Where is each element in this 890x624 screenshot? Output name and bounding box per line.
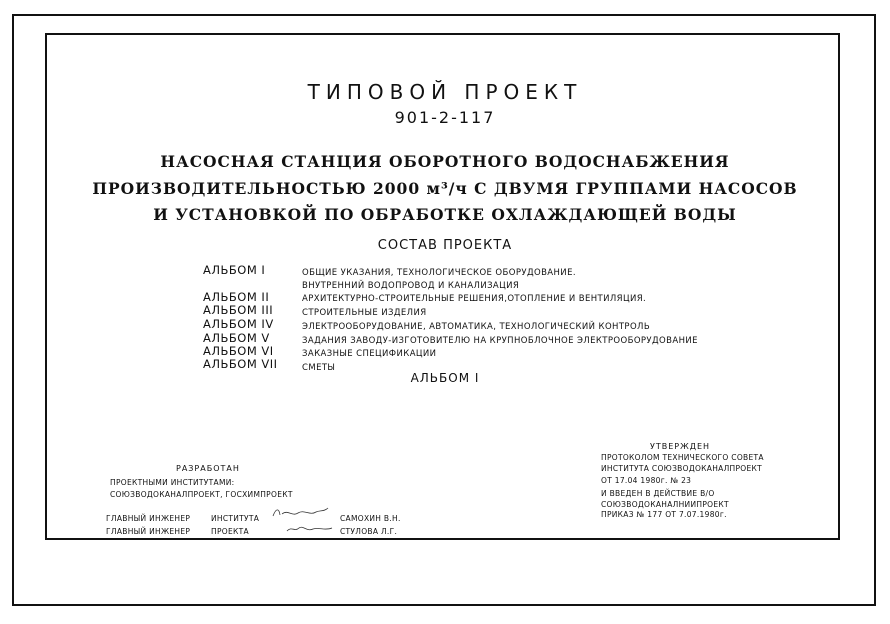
approved-line-5: СОЮЗВОДОКАНАЛНИИПРОЕКТ bbox=[601, 500, 729, 509]
album-label: АЛЬБОМ III bbox=[203, 303, 274, 317]
approved-line-3: ОТ 17.04 1980г. № 23 bbox=[601, 476, 692, 485]
approved-line-1: ПРОТОКОЛОМ ТЕХНИЧЕСКОГО СОВЕТА bbox=[601, 453, 764, 462]
document-type-title: ТИПОВОЙ ПРОЕКТ bbox=[307, 80, 583, 104]
chief-engineer-institute-name: САМОХИН В.Н. bbox=[340, 514, 401, 523]
approved-line-2: ИНСТИТУТА СОЮЗВОДОКАНАЛПРОЕКТ bbox=[601, 464, 763, 473]
signature-image bbox=[285, 522, 335, 536]
current-album-label: АЛЬБОМ I bbox=[410, 371, 480, 385]
album-label: АЛЬБОМ II bbox=[203, 290, 270, 304]
album-label: АЛЬБОМ V bbox=[203, 331, 270, 345]
developed-heading: РАЗРАБОТАН bbox=[176, 464, 240, 473]
approved-line-6: ПРИКАЗ № 177 ОТ 7.07.1980г. bbox=[601, 510, 727, 519]
project-name-line-2: ПРОИЗВОДИТЕЛЬНОСТЬЮ 2000 м³/ч С ДВУМЯ ГРУППАМИ НАСОСОВ bbox=[92, 179, 798, 198]
album-description: СТРОИТЕЛЬНЫЕ ИЗДЕЛИЯ bbox=[302, 308, 427, 318]
album-description: ЗАКАЗНЫЕ СПЕЦИФИКАЦИИ bbox=[302, 349, 437, 359]
chief-engineer-institute-org: ИНСТИТУТА bbox=[211, 514, 260, 523]
album-label: АЛЬБОМ VI bbox=[203, 344, 274, 358]
project-name-line-1: НАСОСНАЯ СТАНЦИЯ ОБОРОТНОГО ВОДОСНАБЖЕНИЯ bbox=[160, 152, 730, 171]
album-description: ЗАДАНИЯ ЗАВОДУ-ИЗГОТОВИТЕЛЮ НА КРУПНОБЛОЧНОЕ ЭЛЕКТРООБОРУДОВАНИЕ bbox=[302, 336, 698, 346]
approved-line-4: И ВВЕДЕН В ДЕЙСТВИЕ В/О bbox=[601, 489, 715, 498]
signature-image bbox=[270, 506, 330, 520]
developed-line-1: ПРОЕКТНЫМИ ИНСТИТУТАМИ: bbox=[110, 478, 235, 487]
album-description: ВНУТРЕННИЙ ВОДОПРОВОД И КАНАЛИЗАЦИЯ bbox=[302, 281, 520, 291]
chief-engineer-project-org: ПРОЕКТА bbox=[211, 527, 249, 536]
chief-engineer-project-name: СТУЛОВА Л.Г. bbox=[340, 527, 398, 536]
album-description: АРХИТЕКТУРНО-СТРОИТЕЛЬНЫЕ РЕШЕНИЯ,ОТОПЛЕНИЕ И ВЕНТИЛЯЦИЯ. bbox=[302, 294, 647, 304]
composition-heading: СОСТАВ ПРОЕКТА bbox=[377, 238, 513, 253]
chief-engineer-institute-role: ГЛАВНЫЙ ИНЖЕНЕР bbox=[106, 514, 191, 523]
album-description: ЭЛЕКТРООБОРУДОВАНИЕ, АВТОМАТИКА, ТЕХНОЛОГИЧЕСКИЙ КОНТРОЛЬ bbox=[302, 322, 651, 332]
developed-line-2: СОЮЗВОДОКАНАЛПРОЕКТ, ГОСХИМПРОЕКТ bbox=[110, 490, 293, 499]
album-label: АЛЬБОМ VII bbox=[203, 357, 278, 371]
project-name-line-3: И УСТАНОВКОЙ ПО ОБРАБОТКЕ ОХЛАЖДАЮЩЕЙ ВОДЫ bbox=[153, 205, 737, 224]
chief-engineer-project-role: ГЛАВНЫЙ ИНЖЕНЕР bbox=[106, 527, 191, 536]
album-label: АЛЬБОМ IV bbox=[203, 317, 274, 331]
project-code: 901-2-117 bbox=[394, 108, 496, 127]
album-description: СМЕТЫ bbox=[302, 363, 336, 373]
approved-heading: УТВЕРЖДЕН bbox=[650, 442, 711, 451]
album-description: ОБЩИЕ УКАЗАНИЯ, ТЕХНОЛОГИЧЕСКОЕ ОБОРУДОВАНИЕ. bbox=[302, 268, 576, 278]
album-label: АЛЬБОМ I bbox=[203, 263, 266, 277]
